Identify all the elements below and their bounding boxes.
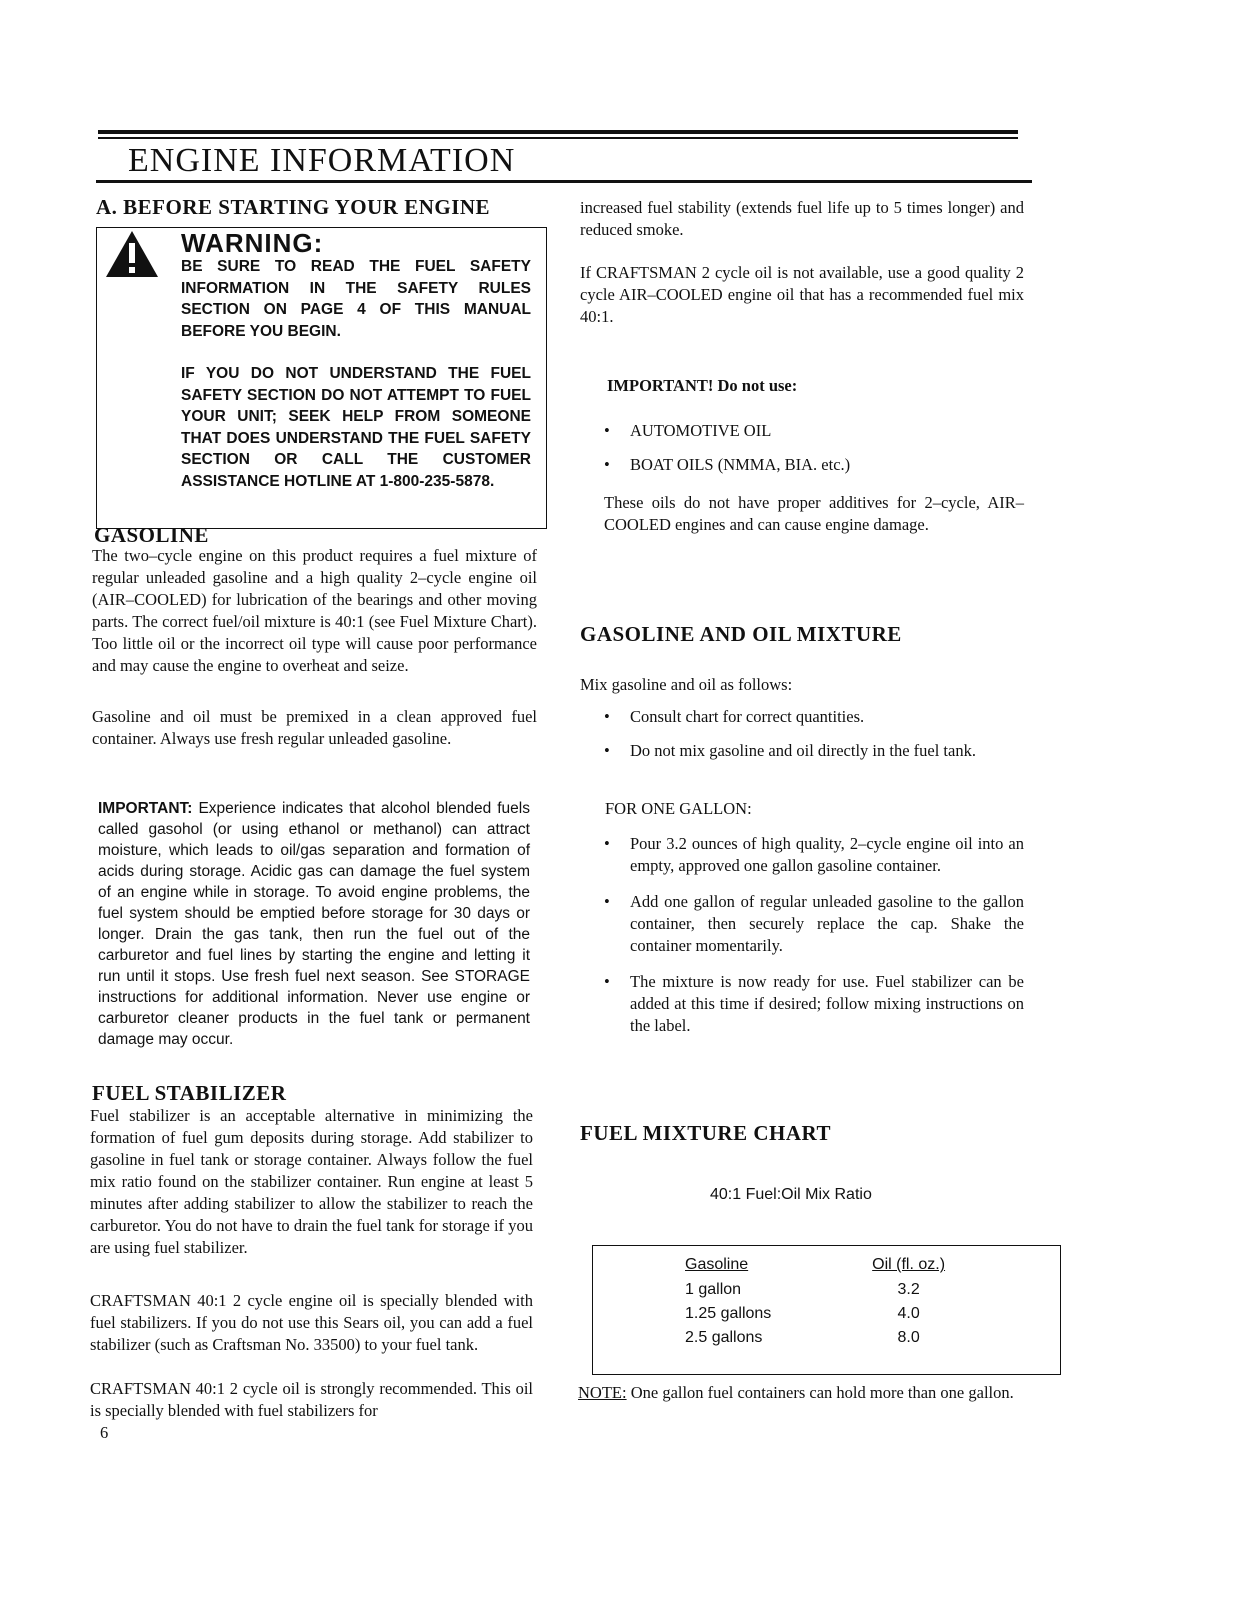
gasoline-cell: 2.5 gallons — [685, 1329, 763, 1346]
stabilizer-paragraph-3: CRAFTSMAN 40:1 2 cycle oil is strongly recommended. This oil is specially blended with fuel stabilizers for — [90, 1379, 533, 1420]
oil-cell: 4.0 — [897, 1305, 920, 1322]
fuel-stabilizer-heading: FUEL STABILIZER — [92, 1081, 287, 1105]
oil-cell: 8.0 — [897, 1329, 920, 1346]
before-starting-heading: A. BEFORE STARTING YOUR ENGINE — [96, 195, 491, 219]
gasoline-cell: 1.25 gallons — [685, 1305, 772, 1322]
gasoline-cell: 1 gallon — [685, 1281, 742, 1298]
list-item: • BOAT OILS (NMMA, BIA. etc.) — [604, 454, 1024, 476]
page-number: 6 — [100, 1423, 109, 1442]
stabilizer-paragraph-2: CRAFTSMAN 40:1 2 cycle engine oil is specially blended with fuel stabilizers. If you do not use this Sears oil, you can add a fuel stabilizer (such as Craftsman No. 33500) to your fuel tank. — [90, 1291, 533, 1354]
list-item: • AUTOMOTIVE OIL — [604, 420, 1024, 442]
chart-caption: 40:1 Fuel:Oil Mix Ratio — [710, 1186, 872, 1203]
table-header-row — [685, 1256, 975, 1278]
top-rule-thin — [98, 137, 1018, 139]
note-text: One gallon fuel containers can hold more than one gallon. — [630, 1383, 1014, 1402]
important-alcohol-note — [98, 798, 530, 1050]
page-title: ENGINE INFORMATION — [128, 142, 516, 179]
gasoline-paragraph-2: Gasoline and oil must be premixed in a clean approved fuel container. Always use fresh regular unleaded gasoline. — [92, 707, 537, 748]
list-item: • Pour 3.2 ounces of high quality, 2–cycle engine oil into an empty, approved one gallon gasoline container. — [604, 833, 1024, 877]
continued-paragraph-1: increased fuel stability (extends fuel life up to 5 times longer) and reduced smoke. — [580, 198, 1024, 239]
fuel-mixture-table-box — [592, 1245, 1061, 1375]
table-row — [685, 1326, 975, 1350]
gasoline-paragraph-1: The two–cycle engine on this product requires a fuel mixture of regular unleaded gasoline and a high quality 2–cycle engine oil (AIR–COOLED) for lubrication of the bearings and other moving parts. The correct fuel/oil mixture is 40:1 (see Fuel Mixture Chart). Too little oil or the incorrect oil type will cause poor performance and may cause the engine to overheat and seize. — [92, 546, 537, 675]
list-item: • Consult chart for correct quantities. — [604, 706, 1024, 728]
list-item: • Add one gallon of regular unleaded gasoline to the gallon container, then securely replace the cap. Shake the container momentarily. — [604, 891, 1024, 957]
important-text: Experience indicates that alcohol blended fuels called gasohol (or using ethanol or methanol) can attract moisture, which leads to oil/gas separation and formation of acids during storage. Acidic gas can damage the fuel system of an engine while in storage. To avoid engine problems, the fuel system should be emptied before storage for 30 days or longer. Drain the gas tank, then run the fuel out of the carburetor and fuel lines by starting the engine and letting it run until it stops. Use fresh fuel next season. See STORAGE instructions for additional information. Never use engine or carburetor cleaner products in the fuel tank or permanent damage may occur. — [98, 800, 530, 1048]
warning-title: WARNING: — [181, 228, 324, 258]
mix-intro: Mix gasoline and oil as follows: — [580, 675, 793, 694]
gasoline-heading: GASOLINE — [94, 523, 209, 547]
one-gallon-steps — [604, 833, 1024, 1037]
warning-triangle-icon — [105, 230, 159, 278]
fuel-mixture-table — [685, 1256, 975, 1350]
one-gallon-label: FOR ONE GALLON: — [605, 799, 752, 818]
table-row — [685, 1278, 975, 1302]
warning-text-2: IF YOU DO NOT UNDERSTAND THE FUEL SAFETY SECTION DO NOT ATTEMPT TO FUEL YOUR UNIT; SEEK HELP FROM SOMEONE THAT DOES UNDERSTAND THE FUEL SAFETY SECTION OR CALL THE CUSTOMER ASSISTANCE HOTLINE AT 1-800-235-5878. — [181, 365, 531, 490]
important-label: IMPORTANT: — [98, 800, 193, 817]
note-label: NOTE: — [578, 1383, 627, 1402]
oil-cell: 3.2 — [897, 1281, 920, 1298]
warning-text-1: BE SURE TO READ THE FUEL SAFETY INFORMATION IN THE SAFETY RULES SECTION ON PAGE 4 OF THIS MANUAL BEFORE YOU BEGIN. — [181, 258, 531, 340]
warning-box — [96, 227, 547, 529]
gasoline-oil-mixture-heading: GASOLINE AND OIL MIXTURE — [580, 622, 902, 646]
important-do-not-use: IMPORTANT! Do not use: — [607, 376, 798, 395]
stabilizer-paragraph-1: Fuel stabilizer is an acceptable alternative in minimizing the formation of fuel gum deposits during storage. Add stabilizer to gasoline in fuel tank or storage container. Always follow the fuel mix ratio found on the stabilizer container. Run engine at least 5 minutes after adding stabilizer to allow the stabilizer to reach the carburetor. You do not have to drain the fuel tank for storage if you are using fuel stabilizer. — [90, 1106, 533, 1257]
list-item: • Do not mix gasoline and oil directly in the fuel tank. — [604, 740, 1024, 762]
list-item: • The mixture is now ready for use. Fuel stabilizer can be added at this time if desired; follow mixing instructions on the label. — [604, 971, 1024, 1037]
column-oil: Oil (fl. oz.) — [872, 1256, 946, 1273]
do-not-use-list — [604, 420, 1024, 476]
continued-paragraph-2: If CRAFTSMAN 2 cycle oil is not available, use a good quality 2 cycle AIR–COOLED engine oil that has a recommended fuel mix 40:1. — [580, 263, 1024, 326]
top-rule-thick — [98, 130, 1018, 134]
column-gasoline: Gasoline — [685, 1256, 749, 1273]
do-not-use-note: These oils do not have proper additives for 2–cycle, AIR–COOLED engines and can cause engine damage. — [604, 493, 1024, 534]
fuel-mixture-chart-heading: FUEL MIXTURE CHART — [580, 1121, 831, 1145]
chart-note — [578, 1382, 1028, 1404]
table-row — [685, 1302, 975, 1326]
title-underline — [96, 180, 1032, 183]
mix-list — [604, 706, 1024, 762]
